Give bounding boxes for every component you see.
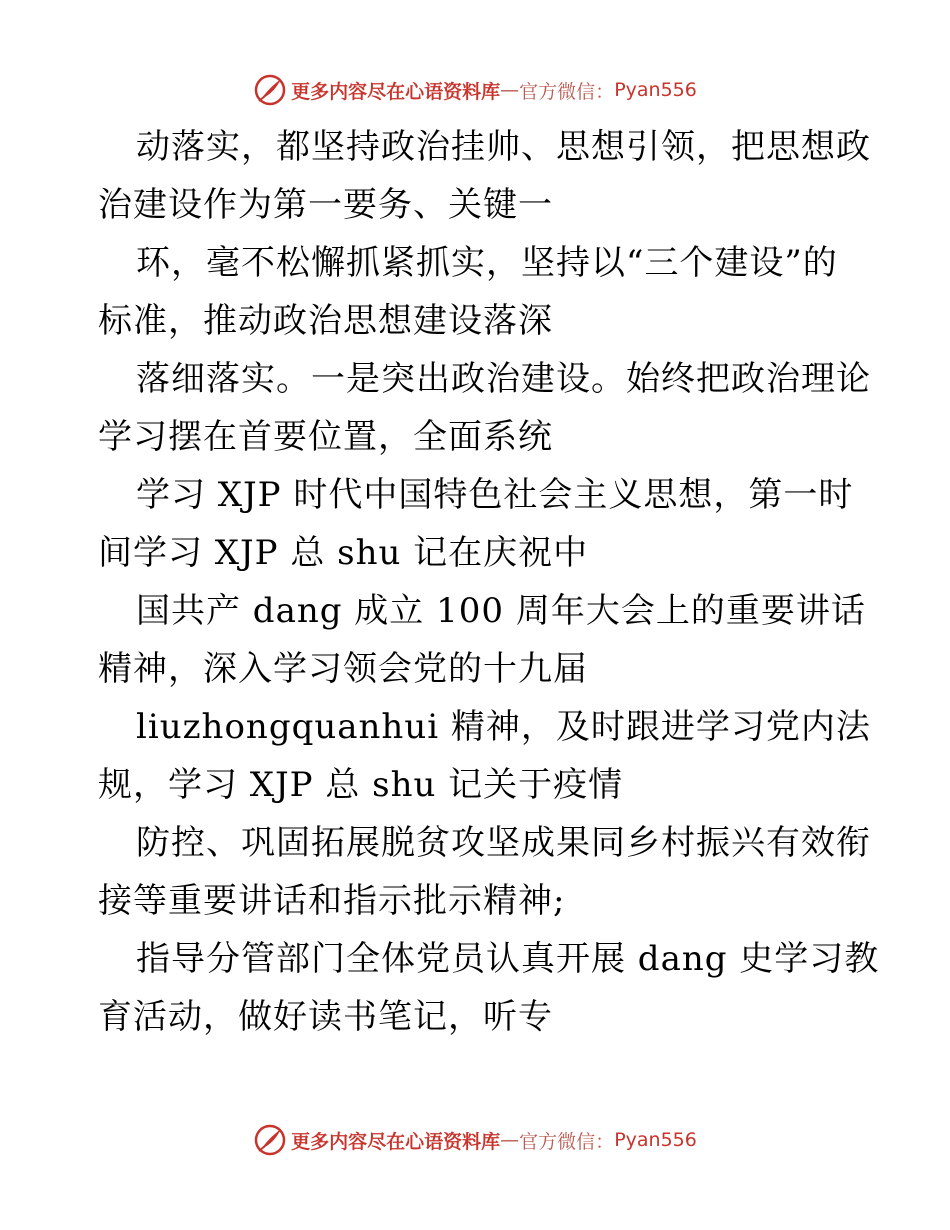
body-line: 环，毫不松懈抓紧抓实，坚持以“三个建设”的 <box>136 243 838 283</box>
body-line: 学习摆在首要位置，全面系统 <box>98 417 553 457</box>
watermark-wechat-label: 官方微信： <box>519 80 615 103</box>
footer-watermark <box>0 1120 950 1160</box>
body-line: 育活动，做好读书笔记，听专 <box>98 997 553 1037</box>
watermark-wechat-id: Pyan556 <box>614 1129 697 1151</box>
body-line: 国共产 dang 成立 100 周年大会上的重要讲话 <box>136 591 866 631</box>
watermark-brand-text: 更多内容尽在心语资料库 <box>291 1130 501 1153</box>
body-line: liuzhongquanhui 精神，及时跟进学习党内法 <box>136 707 871 747</box>
body-line: 精神，深入学习领会党的十九届 <box>98 649 588 689</box>
body-line: 指导分管部门全体党员认真开展 dang 史学习教 <box>136 939 880 979</box>
watermark-separator: — <box>500 1129 520 1151</box>
watermark-brand-text: 更多内容尽在心语资料库 <box>291 80 501 103</box>
body-line: 规，学习 XJP 总 shu 记关于疫情 <box>98 765 624 805</box>
body-line: 治建设作为第一要务、关键一 <box>98 185 553 225</box>
body-line: 动落实，都坚持政治挂帅、思想引领，把思想政 <box>136 127 871 167</box>
watermark-wechat-label: 官方微信： <box>519 1130 615 1153</box>
body-line: 接等重要讲话和指示批示精神; <box>98 881 566 921</box>
header-watermark <box>0 70 950 110</box>
watermark-separator: — <box>500 79 520 101</box>
body-line: 落细落实。一是突出政治建设。始终把政治理论 <box>136 359 871 399</box>
body-line: 间学习 XJP 总 shu 记在庆祝中 <box>98 533 589 573</box>
quill-pen-logo-icon <box>253 73 287 107</box>
body-line: 标准，推动政治思想建设落深 <box>98 301 553 341</box>
body-line: 学习 XJP 时代中国特色社会主义思想，第一时 <box>136 475 854 515</box>
quill-pen-logo-icon <box>253 1123 287 1157</box>
watermark-wechat-id: Pyan556 <box>614 79 697 101</box>
body-line: 防控、巩固拓展脱贫攻坚成果同乡村振兴有效衔 <box>136 823 871 863</box>
document-body <box>98 118 880 1046</box>
